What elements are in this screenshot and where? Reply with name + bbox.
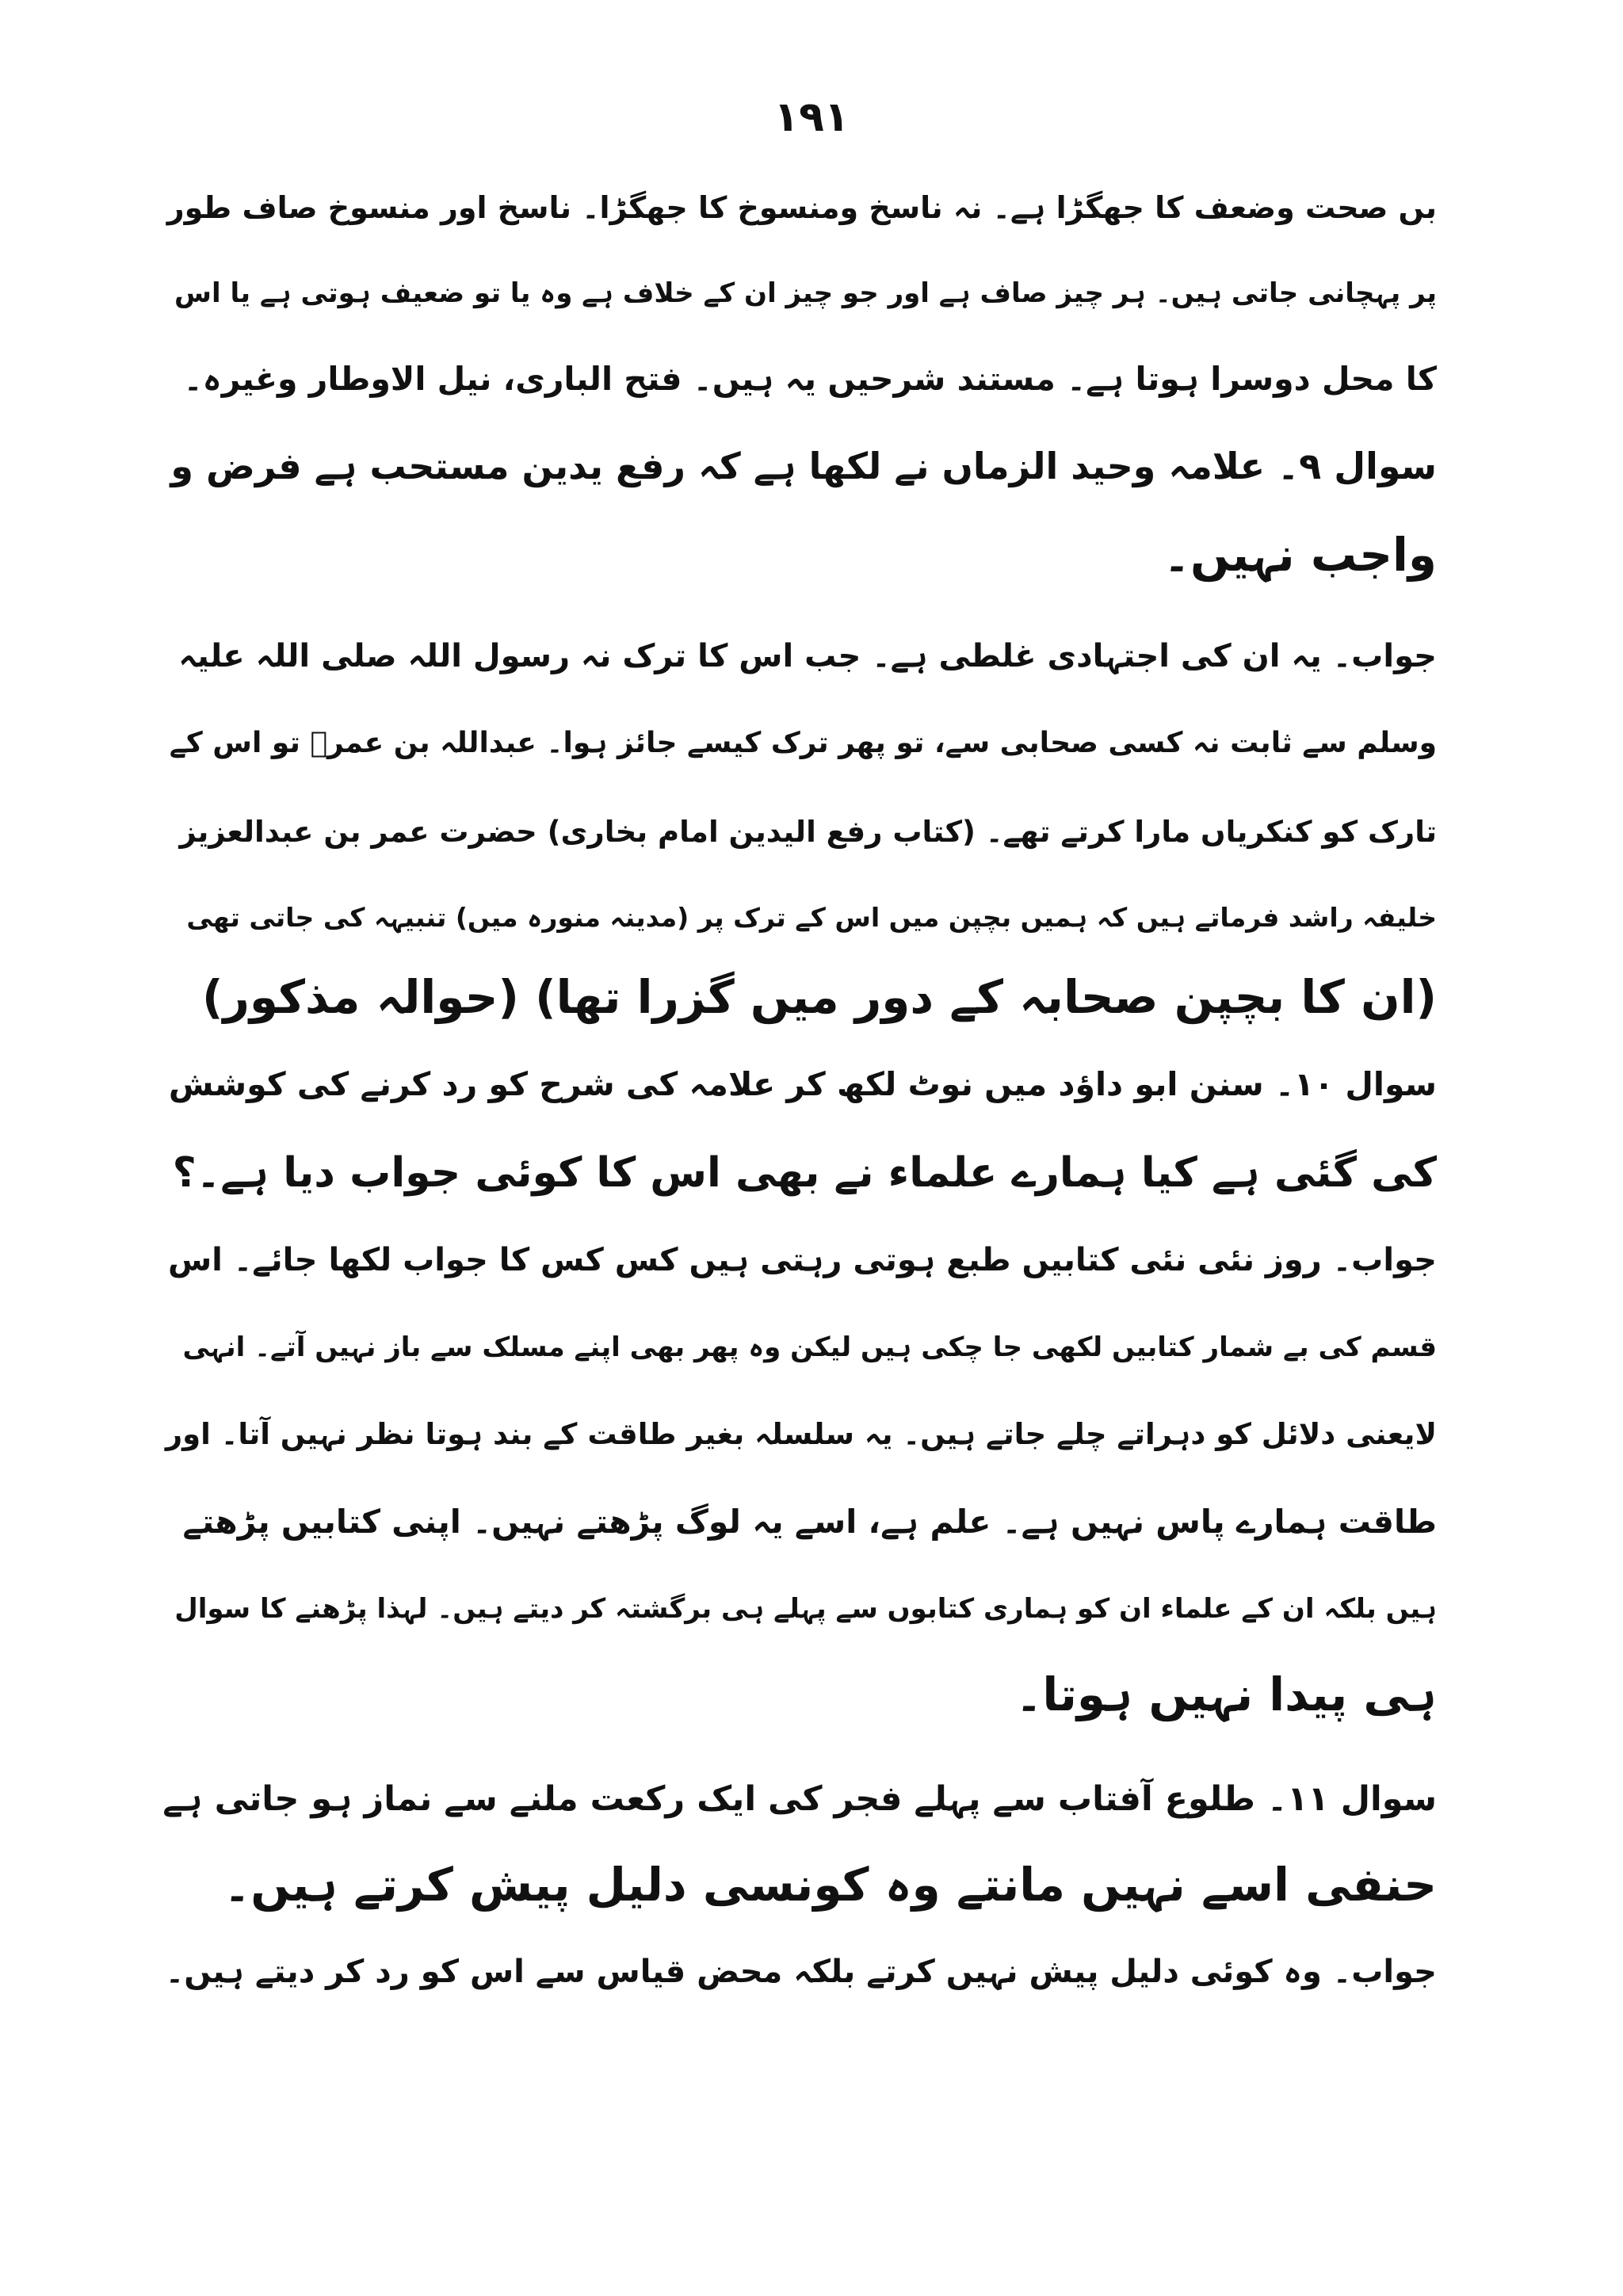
text-line-2: پر پہچانی جاتی ہیں۔ ہر چیز صاف ہے اور جو چیز ان کے خلاف ہے وہ یا تو ضعیف ہوتی ہے یا اس [174,277,1437,309]
text-line-9: خلیفہ راشد فرماتے ہیں کہ ہمیں بچپن میں اس کے ترک پر (مدینہ منورہ میں) تنبیہہ کی جاتی تھی [186,902,1437,933]
text-line-8: تارک کو کنکریاں مارا کرتے تھے۔ (کتاب رفع الیدین امام بخاری) حضرت عمر بن عبدالعزیز [179,815,1437,849]
text-line-15: لایعنی دلائل کو دہراتے چلے جاتے ہیں۔ یہ سلسلہ بغیر طاقت کے بند ہوتا نظر نہیں آتا۔ اور [165,1417,1437,1451]
text-line-20: حنفی اسے نہیں مانتے وہ کونسی دلیل پیش کرتے ہیں۔ [223,1858,1437,1912]
text-line-18: ہی پیدا نہیں ہوتا۔ [1015,1668,1437,1721]
page-number: ١٩١ [773,94,850,141]
text-line-11: سوال ۱۰۔ سنن ابو داؤد میں نوٹ لکھ کر علامہ کی شرح کو رد کرنے کی کوشش [168,1065,1437,1103]
text-line-4: سوال ۹۔ علامہ وحید الزماں نے لکھا ہے کہ رفع یدین مستحب ہے فرض و [170,445,1437,487]
text-line-21: جواب۔ وہ کوئی دلیل پیش نہیں کرتے بلکہ محض قیاس سے اس کو رد کر دیتے ہیں۔ [165,1954,1437,1990]
text-line-17: ہیں بلکہ ان کے علماء ان کو ہماری کتابوں سے پہلے ہی برگشتہ کر دیتے ہیں۔ لہذا پڑھنے کا سوال [174,1593,1437,1625]
text-line-3: کا محل دوسرا ہوتا ہے۔ مستند شرحیں یہ ہیں۔ فتح الباری، نیل الاوطار وغیرہ۔ [183,360,1437,398]
text-line-19: سوال ۱۱۔ طلوع آفتاب سے پہلے فجر کی ایک رکعت ملنے سے نماز ہو جاتی ہے [162,1779,1437,1819]
text-line-7: وسلم سے ثابت نہ کسی صحابی سے، تو پھر ترک کیسے جائز ہوا۔ عبداللہ بن عمرؓ تو اس کے [169,727,1437,759]
text-line-16: طاقت ہمارے پاس نہیں ہے۔ علم ہے، اسے یہ لوگ پڑھتے نہیں۔ اپنی کتابیں پڑھتے [182,1503,1437,1541]
text-line-13: جواب۔ روز نئی نئی کتابیں طبع ہوتی رہتی ہیں کس کس کا جواب لکھا جائے۔ اس [167,1242,1437,1278]
text-line-6: جواب۔ یہ ان کی اجتہادی غلطی ہے۔ جب اس کا ترک نہ رسول اللہ صلی اللہ علیہ [178,638,1437,674]
text-line-1: بں صحت وضعف کا جھگڑا ہے۔ نہ ناسخ ومنسوخ کا جھگڑا۔ ناسخ اور منسوخ صاف طور [166,190,1437,225]
text-line-14: قسم کی بے شمار کتابیں لکھی جا چکی ہیں لیکن وہ پھر بھی اپنے مسلک سے باز نہیں آتے۔ انہی [182,1331,1437,1363]
text-line-12: کی گئی ہے کیا ہمارے علماء نے بھی اس کا کوئی جواب دیا ہے۔؟ [172,1149,1437,1197]
text-line-10: (ان کا بچپن صحابہ کے دور میں گزرا تھا) (حوالہ مذکور) [201,970,1437,1024]
text-line-5: واجب نہیں۔ [1163,528,1437,582]
